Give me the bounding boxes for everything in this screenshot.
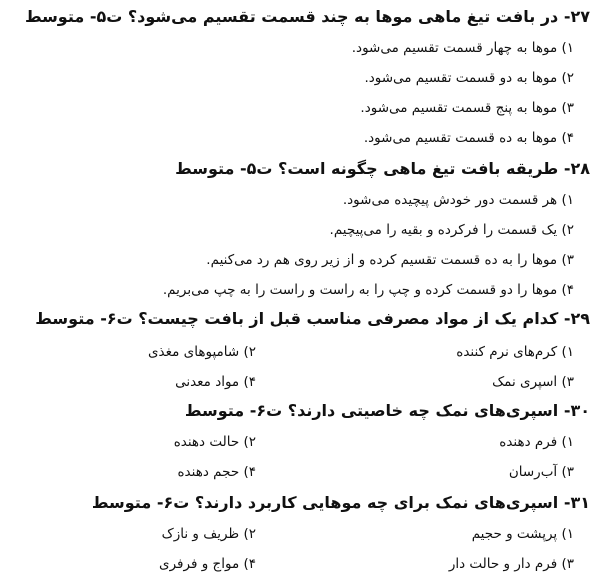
question-27-title: ۲۷- در بافت تیغ ماهی موها به چند قسمت تقسیم می‌شود؟ ت۵- متوسط [24,7,590,26]
question-29-option-3: ۳) اسپری نمک [492,374,574,390]
question-30-option-2: ۲) حالت دهنده [173,434,256,450]
question-30-option-3: ۳) آب‌رسان [508,464,574,480]
question-27-option-4: ۴) موها به ده قسمت تقسیم می‌شود. [363,130,574,146]
question-27-option-3: ۳) موها به پنج قسمت تقسیم می‌شود. [360,100,574,116]
question-31-option-2: ۲) ظریف و نازک [161,526,256,542]
question-31-title: ۳۱- اسپری‌های نمک برای چه موهایی کاربرد دارند؟ ت۶- متوسط [91,493,590,512]
question-30-option-4: ۴) حجم دهنده [177,464,256,480]
question-30-title: ۳۰- اسپری‌های نمک چه خاصیتی دارند؟ ت۶- متوسط [184,401,590,420]
question-29-title: ۲۹- کدام یک از مواد مصرفی مناسب قبل از بافت چیست؟ ت۶- متوسط [35,309,590,328]
question-31-option-3: ۳) فرم دار و حالت دار [448,556,574,572]
question-29-option-2: ۲) شامپوهای مغذی [147,344,256,360]
question-30-option-1: ۱) فرم دهنده [499,434,574,450]
question-28-option-2: ۲) یک قسمت را فرکرده و بقیه را می‌پیچیم. [329,222,574,238]
question-29-option-4: ۴) مواد معدنی [175,374,256,390]
question-29-option-1: ۱) کرم‌های نرم کننده [456,344,574,360]
question-28-option-3: ۳) موها را به ده قسمت تقسیم کرده و از زیر روی هم رد می‌کنیم. [206,252,574,268]
question-31-option-4: ۴) مواج و فرفری [159,556,256,572]
question-31-option-1: ۱) پرپشت و حجیم [471,526,574,542]
question-28-title: ۲۸- طریقه بافت تیغ ماهی چگونه است؟ ت۵- متوسط [175,159,590,178]
question-28-option-4: ۴) موها را دو قسمت کرده و چپ را به راست و راست را به چپ می‌بریم. [162,282,574,298]
question-28-option-1: ۱) هر قسمت دور خودش پیچیده می‌شود. [342,192,574,208]
question-27-option-2: ۲) موها به دو قسمت تقسیم می‌شود. [364,70,574,86]
question-27-option-1: ۱) موها به چهار قسمت تقسیم می‌شود. [351,40,574,56]
